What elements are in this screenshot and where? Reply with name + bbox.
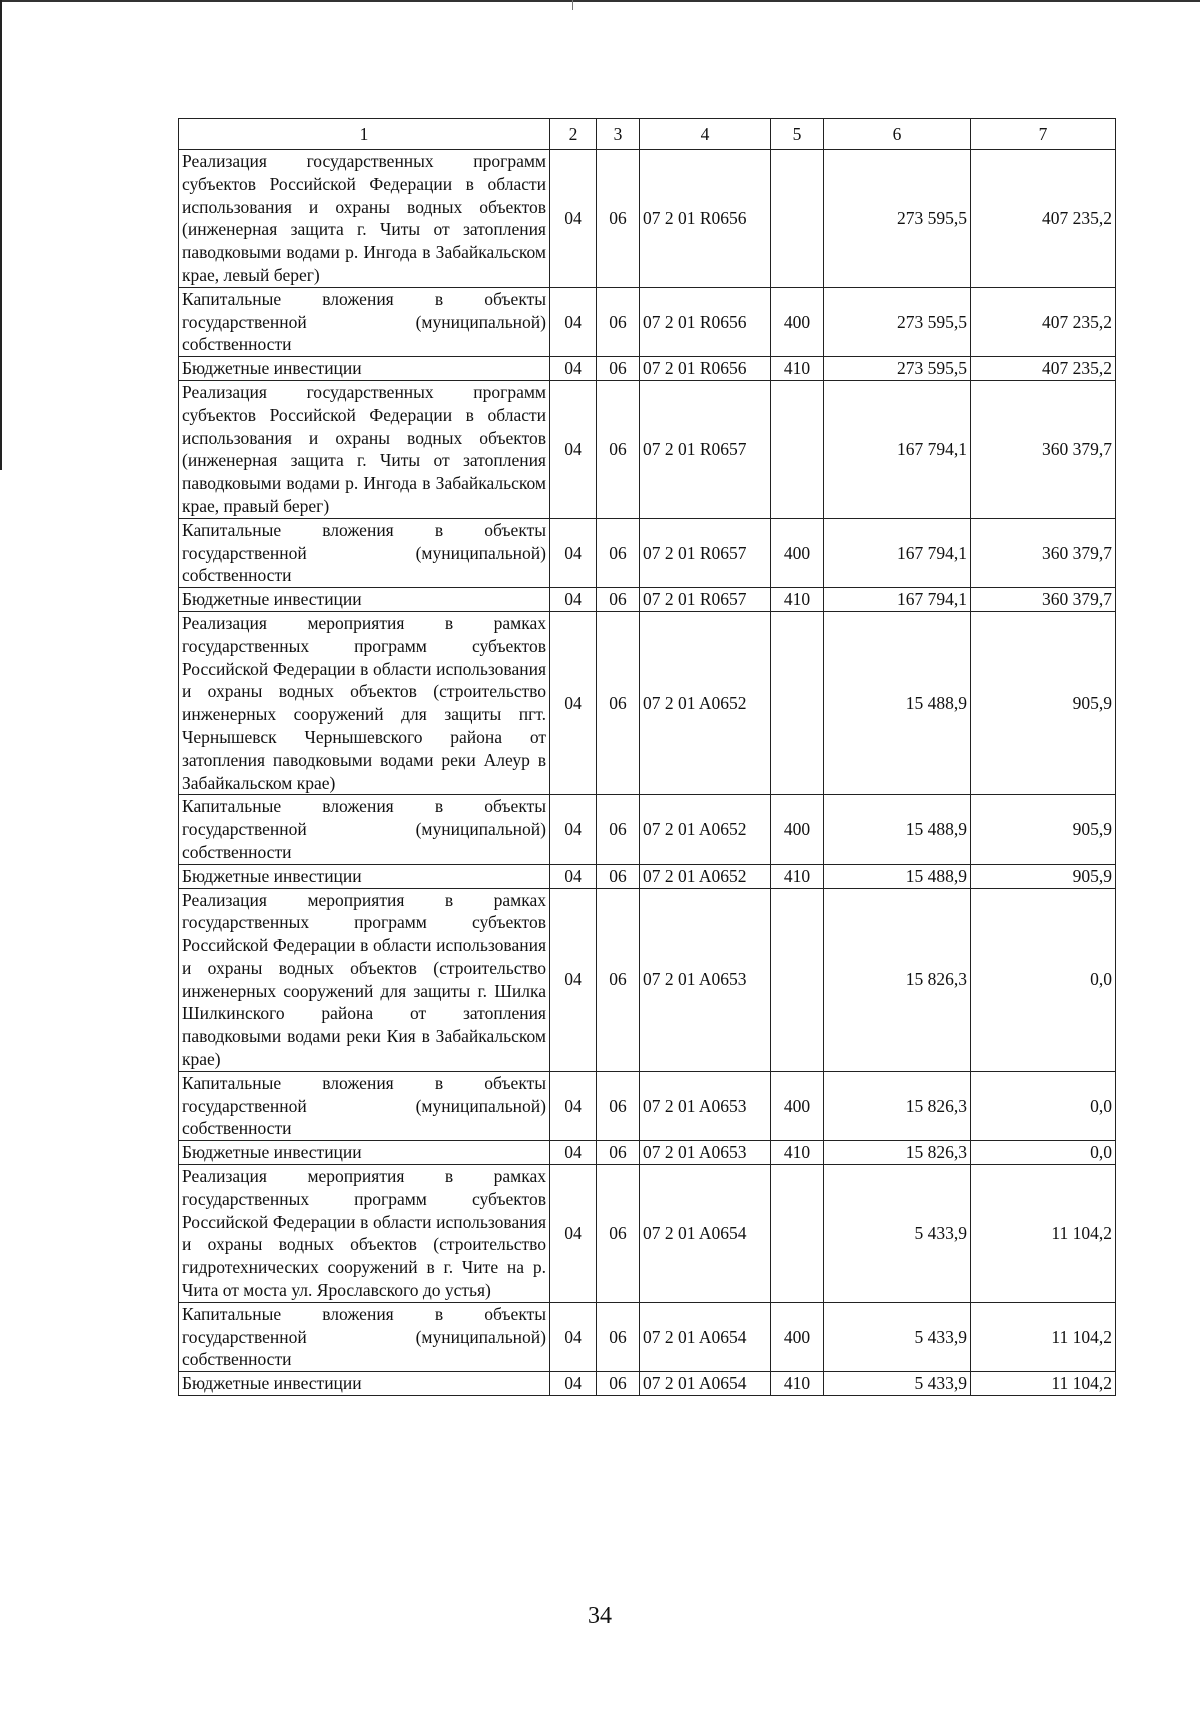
row-amount-2021: 360 379,7 <box>971 588 1116 612</box>
column-header: 5 <box>771 119 824 150</box>
table-row <box>179 287 1116 356</box>
row-amount-2020: 15 488,9 <box>824 864 971 888</box>
table-row <box>179 1302 1116 1371</box>
row-expense-type: 410 <box>771 864 824 888</box>
table-row <box>179 795 1116 864</box>
row-name: Бюджетные инвестиции <box>179 1372 550 1396</box>
row-amount-2020: 5 433,9 <box>824 1302 971 1371</box>
scan-edge-top <box>0 0 1200 2</box>
row-name: Бюджетные инвестиции <box>179 864 550 888</box>
scan-mark <box>572 0 573 10</box>
row-target-code: 07 2 01 A0654 <box>640 1165 771 1303</box>
row-amount-2021: 11 104,2 <box>971 1372 1116 1396</box>
scan-edge-left <box>0 0 2 470</box>
row-subsection: 06 <box>597 1372 640 1396</box>
row-expense-type: 400 <box>771 1071 824 1140</box>
row-subsection: 06 <box>597 795 640 864</box>
table-row <box>179 888 1116 1071</box>
row-section: 04 <box>550 611 597 794</box>
table-row <box>179 611 1116 794</box>
row-amount-2020: 15 488,9 <box>824 795 971 864</box>
row-section: 04 <box>550 1372 597 1396</box>
row-expense-type: 400 <box>771 1302 824 1371</box>
row-amount-2021: 11 104,2 <box>971 1302 1116 1371</box>
row-target-code: 07 2 01 A0653 <box>640 1071 771 1140</box>
row-amount-2021: 360 379,7 <box>971 380 1116 518</box>
row-subsection: 06 <box>597 1141 640 1165</box>
row-subsection: 06 <box>597 518 640 587</box>
row-expense-type <box>771 888 824 1071</box>
column-header: 3 <box>597 119 640 150</box>
row-name: Бюджетные инвестиции <box>179 588 550 612</box>
table-row <box>179 150 1116 288</box>
row-amount-2021: 905,9 <box>971 611 1116 794</box>
row-name: Капитальные вложения в объекты государственной (муниципальной) собственности <box>179 795 550 864</box>
row-amount-2021: 407 235,2 <box>971 357 1116 381</box>
row-subsection: 06 <box>597 888 640 1071</box>
row-amount-2020: 273 595,5 <box>824 287 971 356</box>
row-section: 04 <box>550 380 597 518</box>
row-amount-2021: 407 235,2 <box>971 287 1116 356</box>
table-row <box>179 357 1116 381</box>
table-row <box>179 380 1116 518</box>
row-expense-type <box>771 150 824 288</box>
row-section: 04 <box>550 518 597 587</box>
row-expense-type: 410 <box>771 588 824 612</box>
column-header: 6 <box>824 119 971 150</box>
row-section: 04 <box>550 864 597 888</box>
row-subsection: 06 <box>597 588 640 612</box>
row-target-code: 07 2 01 A0652 <box>640 611 771 794</box>
row-subsection: 06 <box>597 1302 640 1371</box>
row-expense-type: 410 <box>771 1372 824 1396</box>
row-amount-2021: 11 104,2 <box>971 1165 1116 1303</box>
page-number: 34 <box>588 1603 612 1629</box>
row-amount-2020: 15 488,9 <box>824 611 971 794</box>
row-subsection: 06 <box>597 864 640 888</box>
row-amount-2021: 407 235,2 <box>971 150 1116 288</box>
row-name: Бюджетные инвестиции <box>179 1141 550 1165</box>
row-target-code: 07 2 01 A0653 <box>640 1141 771 1165</box>
row-name: Капитальные вложения в объекты государственной (муниципальной) собственности <box>179 287 550 356</box>
row-section: 04 <box>550 1165 597 1303</box>
row-name: Капитальные вложения в объекты государственной (муниципальной) собственности <box>179 1302 550 1371</box>
table-header-row <box>179 119 1116 150</box>
row-section: 04 <box>550 1141 597 1165</box>
table-row <box>179 1165 1116 1303</box>
row-section: 04 <box>550 1302 597 1371</box>
row-amount-2020: 167 794,1 <box>824 588 971 612</box>
column-header: 4 <box>640 119 771 150</box>
row-amount-2021: 905,9 <box>971 864 1116 888</box>
row-subsection: 06 <box>597 150 640 288</box>
row-subsection: 06 <box>597 611 640 794</box>
row-expense-type: 410 <box>771 1141 824 1165</box>
row-amount-2020: 15 826,3 <box>824 888 971 1071</box>
row-name: Реализация государственных программ субъектов Российской Федерации в области использования и охраны водных объектов (инженерная защита г. Читы от затопления паводковыми водами р. Ингода в Забайкальском крае, левый берег) <box>179 150 550 288</box>
table-row <box>179 588 1116 612</box>
row-section: 04 <box>550 1071 597 1140</box>
table-row <box>179 1071 1116 1140</box>
row-amount-2021: 0,0 <box>971 1141 1116 1165</box>
row-section: 04 <box>550 357 597 381</box>
row-target-code: 07 2 01 A0654 <box>640 1302 771 1371</box>
row-expense-type <box>771 1165 824 1303</box>
row-target-code: 07 2 01 R0656 <box>640 150 771 288</box>
row-subsection: 06 <box>597 380 640 518</box>
row-target-code: 07 2 01 R0657 <box>640 588 771 612</box>
row-amount-2020: 273 595,5 <box>824 150 971 288</box>
row-expense-type <box>771 380 824 518</box>
row-name: Реализация мероприятия в рамках государственных программ субъектов Российской Федерации в области использования и охраны водных объектов (строительство гидротехнических сооружений в г. Чите на р. Чита от моста ул. Ярославского до устья) <box>179 1165 550 1303</box>
row-expense-type: 410 <box>771 357 824 381</box>
row-name: Капитальные вложения в объекты государственной (муниципальной) собственности <box>179 518 550 587</box>
row-amount-2020: 5 433,9 <box>824 1372 971 1396</box>
row-amount-2020: 273 595,5 <box>824 357 971 381</box>
row-target-code: 07 2 01 A0652 <box>640 864 771 888</box>
table-row <box>179 1372 1116 1396</box>
budget-table <box>178 118 1116 1396</box>
row-target-code: 07 2 01 A0652 <box>640 795 771 864</box>
table-row <box>179 518 1116 587</box>
row-subsection: 06 <box>597 357 640 381</box>
row-amount-2021: 905,9 <box>971 795 1116 864</box>
row-amount-2020: 167 794,1 <box>824 380 971 518</box>
row-name: Реализация мероприятия в рамках государственных программ субъектов Российской Федерации в области использования и охраны водных объектов (строительство инженерных сооружений для защиты г. Шилка Шилкинского района от затопления паводковыми водами реки Кия в Забайкальском крае) <box>179 888 550 1071</box>
row-amount-2021: 360 379,7 <box>971 518 1116 587</box>
row-name: Бюджетные инвестиции <box>179 357 550 381</box>
row-target-code: 07 2 01 R0656 <box>640 357 771 381</box>
row-amount-2021: 0,0 <box>971 1071 1116 1140</box>
row-section: 04 <box>550 795 597 864</box>
row-section: 04 <box>550 287 597 356</box>
row-expense-type: 400 <box>771 795 824 864</box>
row-name: Реализация мероприятия в рамках государственных программ субъектов Российской Федерации в области использования и охраны водных объектов (строительство инженерных сооружений для защиты пгт. Чернышевск Чернышевского района от затопления паводковыми водами реки Алеур в Забайкальском крае) <box>179 611 550 794</box>
row-section: 04 <box>550 888 597 1071</box>
row-amount-2020: 15 826,3 <box>824 1071 971 1140</box>
column-header: 7 <box>971 119 1116 150</box>
table-row <box>179 864 1116 888</box>
row-target-code: 07 2 01 A0654 <box>640 1372 771 1396</box>
row-expense-type: 400 <box>771 518 824 587</box>
row-name: Реализация государственных программ субъектов Российской Федерации в области использования и охраны водных объектов (инженерная защита г. Читы от затопления паводковыми водами р. Ингода в Забайкальском крае, правый берег) <box>179 380 550 518</box>
column-header: 1 <box>179 119 550 150</box>
row-subsection: 06 <box>597 287 640 356</box>
table-row <box>179 1141 1116 1165</box>
row-target-code: 07 2 01 R0657 <box>640 518 771 587</box>
row-expense-type: 400 <box>771 287 824 356</box>
row-target-code: 07 2 01 A0653 <box>640 888 771 1071</box>
row-name: Капитальные вложения в объекты государственной (муниципальной) собственности <box>179 1071 550 1140</box>
row-subsection: 06 <box>597 1071 640 1140</box>
row-subsection: 06 <box>597 1165 640 1303</box>
row-amount-2020: 5 433,9 <box>824 1165 971 1303</box>
row-target-code: 07 2 01 R0656 <box>640 287 771 356</box>
column-header: 2 <box>550 119 597 150</box>
row-amount-2020: 15 826,3 <box>824 1141 971 1165</box>
row-amount-2020: 167 794,1 <box>824 518 971 587</box>
row-section: 04 <box>550 588 597 612</box>
row-section: 04 <box>550 150 597 288</box>
row-expense-type <box>771 611 824 794</box>
row-target-code: 07 2 01 R0657 <box>640 380 771 518</box>
row-amount-2021: 0,0 <box>971 888 1116 1071</box>
